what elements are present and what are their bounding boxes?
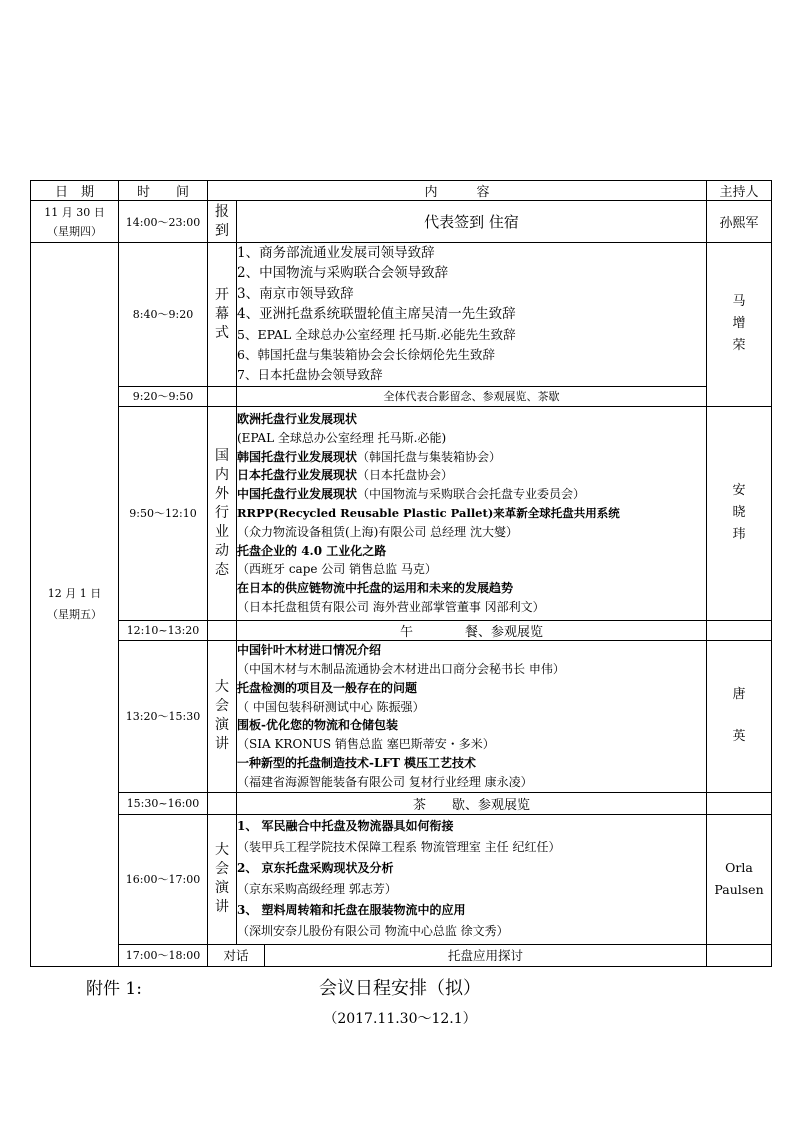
- day2-weekday: （星期五）: [47, 608, 102, 622]
- speech2-row: [31, 814, 772, 944]
- day1-time: 14:00～23:00: [119, 201, 208, 243]
- opening-item: 5、EPAL 全球总办公室经理 托马斯.必能先生致辞: [237, 326, 516, 342]
- talk-title: RRPP(Recycled Reusable Plastic Pallet)来革新全球托盘共用系统: [237, 505, 620, 520]
- speech2-label: 大 会 演 讲: [208, 814, 237, 944]
- day1-label: 报 到: [208, 201, 237, 243]
- talk-speaker: （日本托盘协会）: [357, 468, 454, 483]
- photo-empty: [208, 386, 237, 406]
- opening-time: 8:40～9:20: [119, 243, 208, 387]
- talk-speaker: (EPAL 全球总办公室经理 托马斯.必能): [237, 430, 447, 445]
- dialog-row: [31, 944, 772, 966]
- talk-speaker: （韩国托盘与集装箱协会）: [357, 449, 502, 464]
- lunch-row: [31, 620, 772, 640]
- speech2-content: [237, 814, 707, 944]
- opening-content: [237, 243, 707, 387]
- lunch-host-empty: [707, 620, 772, 640]
- talk-title: 2、 京东托盘采购现状及分析: [237, 861, 394, 876]
- header-date: 日 期: [31, 181, 119, 201]
- speech1-time: 13:20～15:30: [119, 640, 208, 792]
- tea-host-empty: [707, 792, 772, 814]
- lunch-empty: [208, 620, 237, 640]
- dialog-content: 托盘应用探讨: [265, 944, 707, 966]
- talk-title: 围板-优化您的物流和仓储包装: [237, 718, 398, 733]
- opening-host: 马 增 荣: [707, 243, 772, 407]
- photo-content: 全体代表合影留念、参观展览、茶歇: [237, 386, 707, 406]
- opening-item: 6、韩国托盘与集装箱协会会长徐炳伦先生致辞: [237, 347, 495, 363]
- speech1-row: [31, 640, 772, 792]
- talk-speaker: （中国物流与采购联合会托盘专业委员会）: [357, 487, 586, 502]
- dialog-host-empty: [707, 944, 772, 966]
- tea-time: 15:30~16:00: [119, 792, 208, 814]
- opening-item: 7、日本托盘协会领导致辞: [237, 367, 383, 383]
- tea-content: 茶 歇、参观展览: [237, 792, 707, 814]
- header-content: 内 容: [208, 181, 707, 201]
- talk-line: [237, 485, 706, 504]
- speech2-time: 16:00～17:00: [119, 814, 208, 944]
- attachment-label: 附件 1:: [86, 979, 142, 999]
- day1-content: 代表签到 住宿: [237, 201, 707, 243]
- tea-row: [31, 792, 772, 814]
- talk-title: 1、 军民融合中托盘及物流器具如何衔接: [237, 819, 454, 834]
- talk-title: 欧洲托盘行业发展现状: [237, 411, 358, 426]
- talk-speaker: （京东采购高级经理 郭志芳）: [237, 882, 397, 897]
- talk-title: 托盘企业的 4.0 工业化之路: [237, 543, 387, 558]
- schedule-table: [30, 180, 772, 967]
- opening-item: 1、商务部流通业发展司领导致辞: [237, 245, 435, 261]
- talk-title: 一种新型的托盘制造技术-LFT 模压工艺技术: [237, 755, 477, 770]
- speech1-label: 大 会 演 讲: [208, 640, 237, 792]
- talk-speaker: （ 中国包装科研测试中心 陈振强）: [237, 699, 425, 714]
- page-subtitle: （2017.11.30～12.1）: [323, 1011, 477, 1027]
- tea-empty: [208, 792, 237, 814]
- talk-title: 中国托盘行业发展现状: [237, 487, 358, 502]
- talk-line: [237, 466, 706, 485]
- talk-speaker: （装甲兵工程学院技术保障工程系 物流管理室 主任 纪红任）: [237, 840, 561, 855]
- day1-date: 11 月 30 日: [44, 205, 105, 219]
- day2-date-cell: [31, 243, 119, 967]
- opening-row: [31, 243, 772, 387]
- day1-host: 孙熙军: [707, 201, 772, 243]
- talk-title: 日本托盘行业发展现状: [237, 468, 358, 483]
- header-time: 时 间: [119, 181, 208, 201]
- opening-item: 2、中国物流与采购联合会领导致辞: [237, 265, 449, 282]
- domestic-time: 9:50～12:10: [119, 406, 208, 620]
- talk-title: 中国针叶木材进口情况介绍: [237, 643, 382, 658]
- speech2-host: Orla Paulsen: [707, 814, 772, 944]
- talk-speaker: （众力物流设备租赁(上海)有限公司 总经理 沈大燮）: [237, 524, 518, 539]
- day1-date-cell: [31, 201, 119, 243]
- dialog-label: 对话: [208, 944, 265, 966]
- photo-time: 9:20～9:50: [119, 386, 208, 406]
- talk-speaker: （福建省海源智能装备有限公司 复材行业经理 康永凌）: [237, 774, 533, 789]
- talk-title: 韩国托盘行业发展现状: [237, 449, 358, 464]
- talk-speaker: （西班牙 cape 公司 销售总监 马克）: [237, 562, 437, 577]
- day1-row: [31, 201, 772, 243]
- talk-speaker: （深圳安奈儿股份有限公司 物流中心总监 徐文秀）: [237, 924, 509, 939]
- talk-speaker: （中国木材与木制品流通协会木材进出口商分会秘书长 申伟）: [237, 661, 565, 676]
- day1-weekday: （星期四）: [47, 224, 102, 238]
- lunch-time: 12:10~13:20: [119, 620, 208, 640]
- opening-item: 4、亚洲托盘系统联盟轮值主席吴清一先生致辞: [237, 306, 516, 323]
- opening-label: 开 幕 式: [208, 243, 237, 387]
- speech1-content: [237, 640, 707, 792]
- opening-item: 3、南京市领导致辞: [237, 285, 354, 302]
- talk-title: 3、 塑料周转箱和托盘在服装物流中的应用: [237, 903, 466, 918]
- dialog-time: 17:00～18:00: [119, 944, 208, 966]
- day2-date: 12 月 1 日: [47, 587, 102, 601]
- domestic-content: [237, 406, 707, 620]
- talk-speaker: （日本托盘租赁有限公司 海外营业部掌管董事 冈部利文）: [237, 599, 545, 614]
- talk-speaker: （SIA KRONUS 销售总监 塞巴斯蒂安・多米）: [237, 737, 495, 752]
- talk-line: [237, 448, 706, 467]
- page-title: 会议日程安排（拟）: [319, 978, 481, 999]
- talk-title: 托盘检测的项目及一般存在的问题: [237, 680, 418, 695]
- speech1-host: 唐 英: [707, 640, 772, 792]
- talk-title: 在日本的供应链物流中托盘的运用和未来的发展趋势: [237, 581, 514, 596]
- lunch-content: 午 餐、参观展览: [237, 620, 707, 640]
- header-row: [31, 181, 772, 201]
- domestic-row: [31, 406, 772, 620]
- header-host: 主持人: [707, 181, 772, 201]
- domestic-host: 安 晓 玮: [707, 406, 772, 620]
- domestic-label: 国 内 外 行 业 动 态: [208, 406, 237, 620]
- photo-row: [31, 386, 772, 406]
